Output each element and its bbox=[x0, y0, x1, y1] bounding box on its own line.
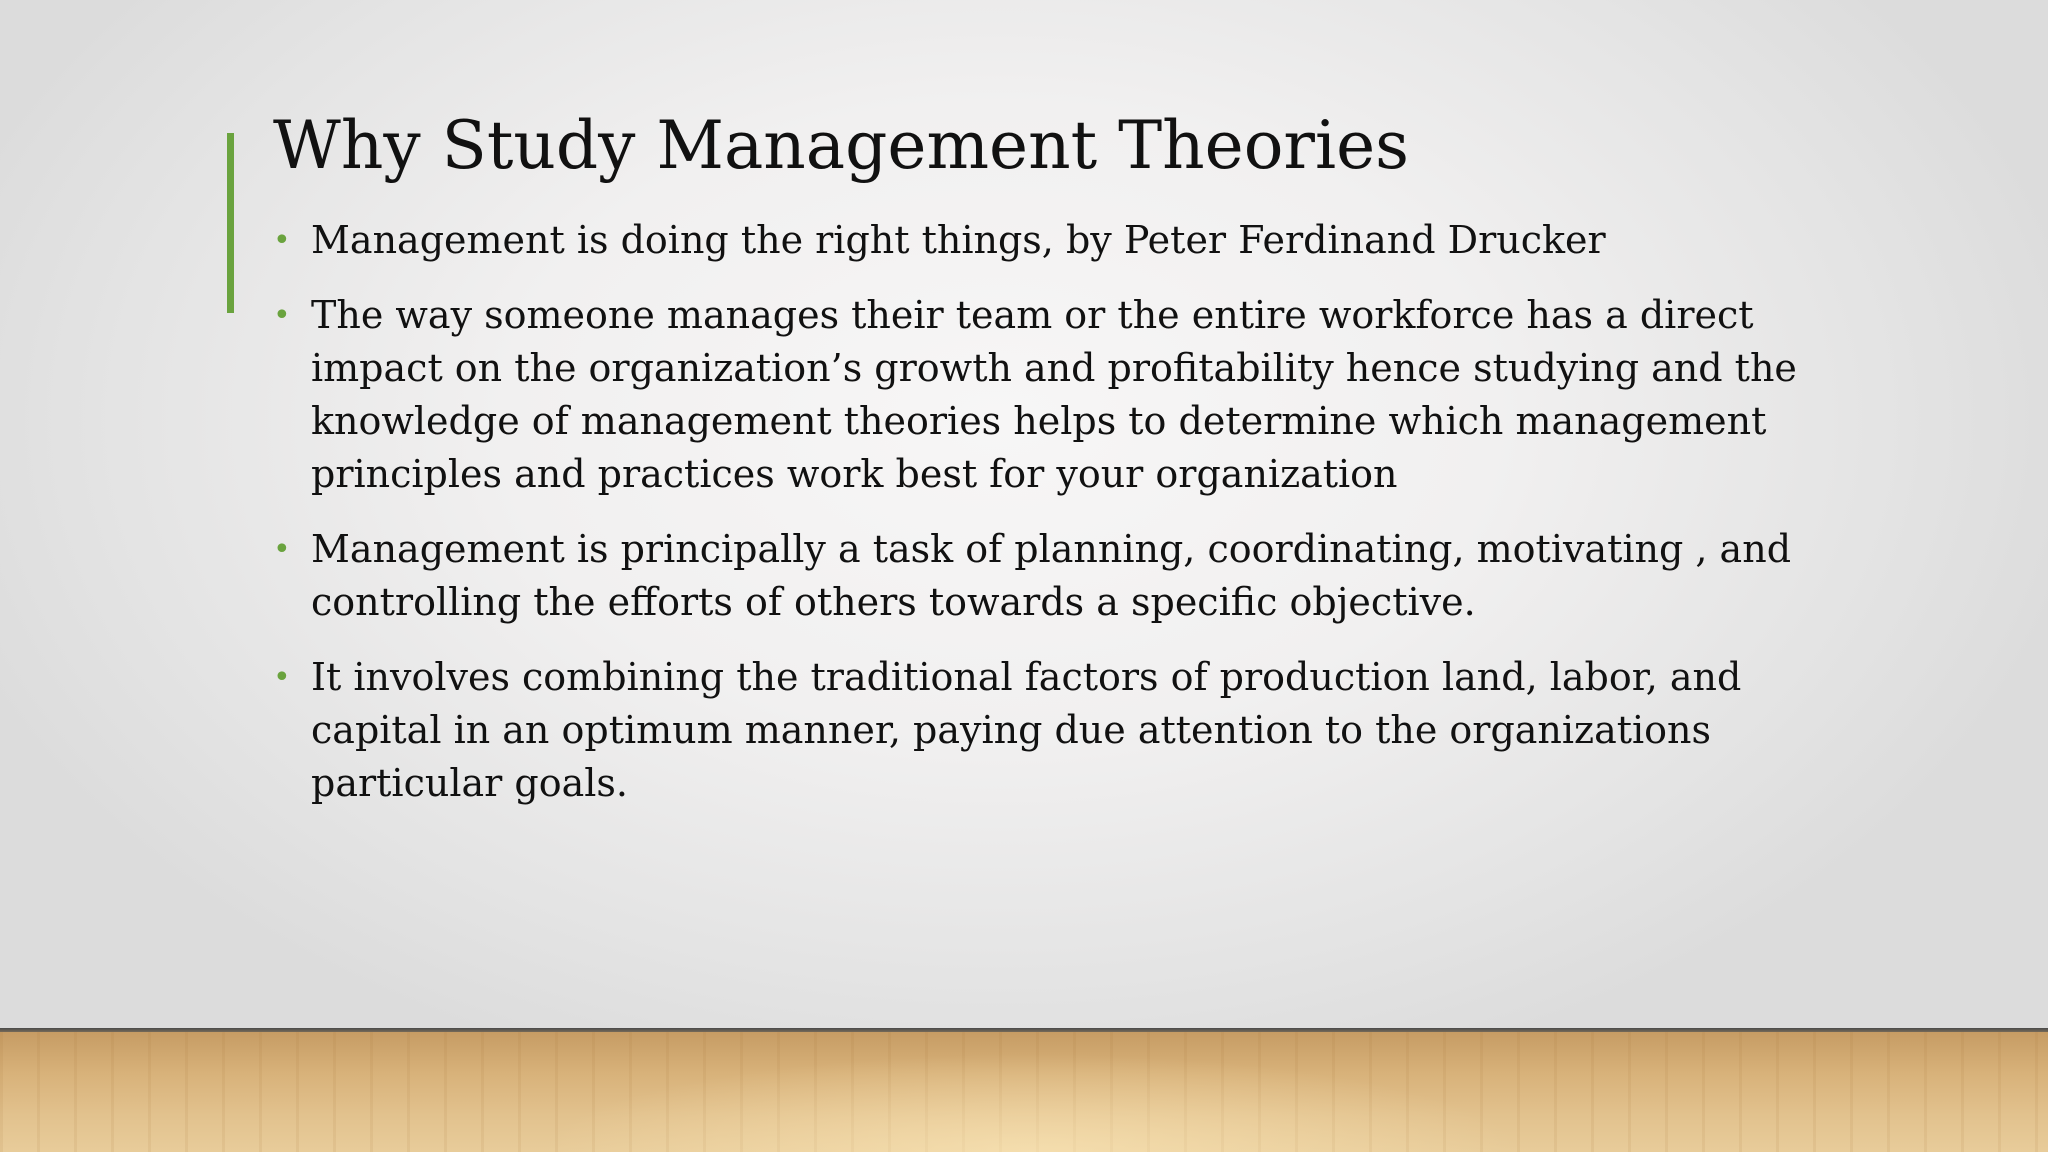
bullet-item bbox=[273, 214, 1833, 267]
bullet-text: It involves combining the traditional factors of production land, labor, and capital in an optimum manner, paying due attention to the organizations particular goals. bbox=[311, 655, 1742, 805]
bullet-dot-icon: • bbox=[273, 660, 291, 695]
title-accent-bar bbox=[227, 133, 234, 313]
bullet-dot-icon: • bbox=[273, 532, 291, 567]
bullet-item bbox=[273, 523, 1833, 629]
bullet-text: Management is principally a task of planning, coordinating, motivating , and controlling the efforts of others towards a specific objective. bbox=[311, 527, 1792, 624]
slide-title: Why Study Management Theories bbox=[273, 107, 1410, 184]
bullet-item bbox=[273, 289, 1833, 501]
bullet-list bbox=[273, 214, 1833, 832]
bullet-item bbox=[273, 651, 1833, 810]
bullet-text: The way someone manages their team or the entire workforce has a direct impact on the organization’s growth and profitability hence studying and the knowledge of management theories helps to determine which management principles and practices work best for your organization bbox=[311, 293, 1797, 496]
floor-light bbox=[0, 1032, 2048, 1152]
bullet-dot-icon: • bbox=[273, 298, 291, 333]
bullet-dot-icon: • bbox=[273, 223, 291, 258]
bullet-text: Management is doing the right things, by Peter Ferdinand Drucker bbox=[311, 218, 1606, 262]
